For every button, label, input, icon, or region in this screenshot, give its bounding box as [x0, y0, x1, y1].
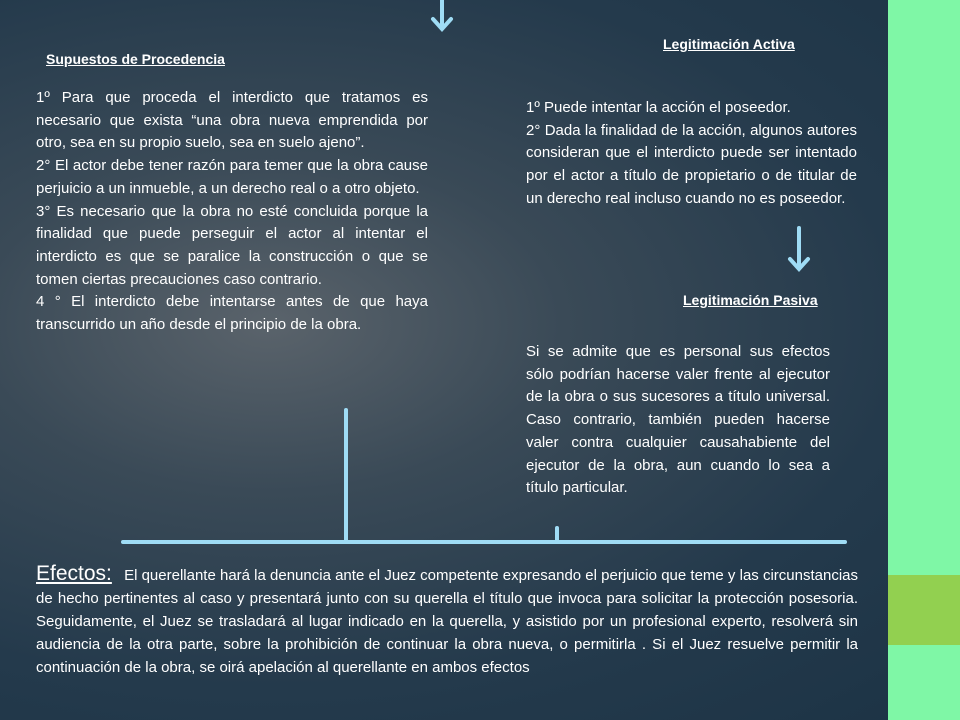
pasiva-text: [526, 341, 830, 500]
procedencia-item: 2° El actor debe tener razón para temer que la obra cause perjuicio a un inmueble, a un derecho real o a otro objeto.: [36, 157, 428, 197]
activa-list: [526, 97, 857, 211]
activa-item: 1º Puede intentar la acción el poseedor.: [526, 99, 791, 116]
procedencia-item: 1º Para que proceda el interdicto que tratamos es necesario que exista “una obra nueva emprendida por otro, sea en su propio suelo, sea en suelo ajeno”.: [36, 89, 428, 152]
side-decoration-bar: [888, 0, 960, 720]
side-mint-panel: [888, 0, 960, 575]
efectos-title: Efectos:: [36, 562, 112, 585]
procedencia-item: 4 ° El interdicto debe intentarse antes de que haya transcurrido un año desde el principio de la obra.: [36, 293, 428, 334]
procedencia-title: Supuestos de Procedencia: [46, 51, 225, 67]
pasiva-paragraph: Si se admite que es personal sus efectos sólo podrían hacerse valer frente al ejecutor de la obra o sus sucesores a título universal. Caso contrario, también pueden hacerse valer contra cualquier causahabiente del ejecutor de la obra, aun cuando lo sea a título particular.: [526, 343, 830, 497]
procedencia-list: [36, 87, 428, 337]
side-green-accent: [888, 575, 960, 645]
activa-item: 2° Dada la finalidad de la acción, algunos autores consideran que el interdicto puede ser intentado por el actor a título de propietario o de titular de un derecho real incluso cuando no es poseedor.: [526, 121, 857, 207]
efectos-text: El querellante hará la denuncia ante el Juez competente expresando el perjuicio que teme y las circunstancias de hecho pertinentes al caso y presentará junto con su querella el título que invoca para solicitar la protección posesoria. Seguidamente, el Juez se trasladará al lugar indicado en la querella, y asistido por un profesional experto, resolverá sin audiencia de la otra parte, sobre la prohibición de continuar la obra nueva, o permitirla . Si el Juez resuelve permitir la continuación de la obra, se oirá apelación al querellante en ambos efectos: [36, 567, 859, 676]
activa-title: Legitimación Activa: [663, 36, 795, 52]
procedencia-item: 3° Es necesario que la obra no esté concluida porque la finalidad que puede perseguir el actor al intentar el interdicto es que se paralice la construcción o que se tomen ciertas precauciones caso contrario.: [36, 202, 428, 288]
side-mint-panel-bottom: [888, 645, 960, 720]
efectos-block: [36, 562, 858, 679]
pasiva-title: Legitimación Pasiva: [683, 292, 818, 308]
